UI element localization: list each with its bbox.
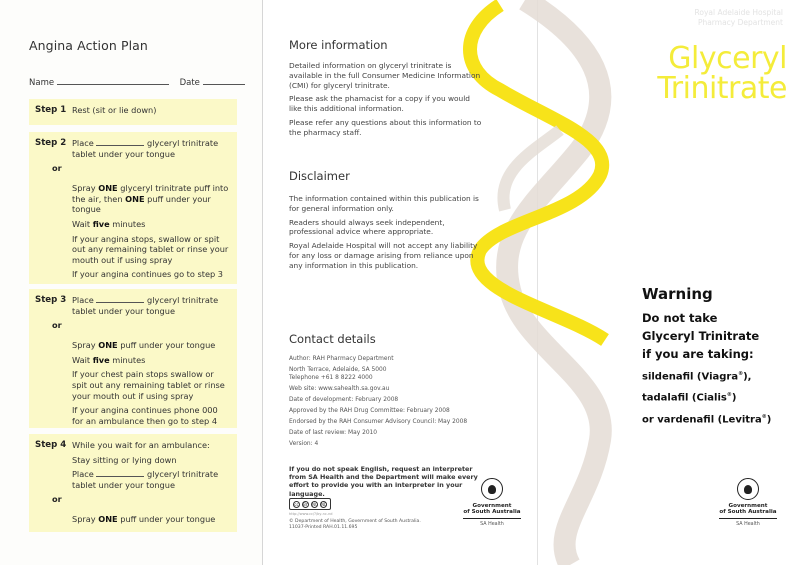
cc-url: http://www.cc/?/by-nc-nd: [289, 512, 333, 516]
step-4-wait-ambulance: While you wait for an ambulance:: [72, 440, 210, 450]
drug-cialis: tadalafil (Cialis®): [642, 392, 737, 404]
contact-heading: Contact details: [289, 332, 376, 346]
cc-license-icon: cc BY NC ND: [289, 498, 331, 510]
step-4-label: Step 4: [35, 440, 67, 450]
step-4-stay: Stay sitting or lying down: [72, 454, 177, 465]
warning-heading: Warning: [642, 285, 713, 303]
gov-sa-logo: [457, 478, 527, 527]
gov-name: Government of South Australia: [719, 503, 776, 519]
or-label: or: [52, 494, 62, 505]
step-2-label: Step 2: [35, 138, 67, 148]
dose-blank[interactable]: [96, 469, 144, 477]
step-1-box: [29, 99, 237, 125]
disclaimer-heading: Disclaimer: [289, 169, 350, 183]
sa-health-label: SA Health: [736, 521, 760, 527]
dose-blank[interactable]: [96, 138, 144, 146]
version: Version: 4: [289, 441, 319, 447]
step-4-spray: Spray ONE puff under your tongue: [72, 514, 216, 525]
sa-seal-icon: [481, 478, 503, 500]
gov-name: Government of South Australia: [463, 503, 520, 519]
address: North Terrace, Adelaide, SA 5000: [289, 367, 387, 373]
step-3-label: Step 3: [35, 295, 67, 305]
date-field[interactable]: [203, 77, 245, 85]
contact-details: [289, 355, 484, 451]
step-3-spray: Spray ONE puff under your tongue: [72, 340, 216, 351]
step-3-stops: If your chest pain stops swallow or spit out any remaining tablet or rinse your mouth out if using spray: [72, 369, 225, 401]
brochure-title: Glyceryl Trinitrate: [657, 41, 787, 106]
interpreter-notice: If you do not speak English, request an interpreter from SA Health and the Department will make every effort to provide you with an interpreter in your language.: [289, 465, 478, 498]
or-label: or: [52, 163, 62, 174]
gov-sa-logo-right: [713, 478, 783, 527]
disclaimer-body: The information contained within this publication is for general information only. Readers should always seek independent, professional advice where appropriate. Royal Adelaide Hospital will not accept any liability for any loss or damage arising from reliance upon any information in this publication.: [289, 194, 479, 270]
step-2-stops: If your angina stops, swallow or spit out any remaining tablet or rinse your mouth out if using spray: [72, 233, 229, 265]
last-review: Date of last review: May 2010: [289, 430, 378, 436]
sa-seal-icon: [737, 478, 759, 500]
org-header: Royal Adelaide Hospital Pharmacy Department: [694, 8, 783, 27]
author: Author: RAH Pharmacy Department: [289, 356, 394, 362]
step-2-wait: Wait five minutes: [72, 218, 146, 229]
step-3-place: Place glyceryl trinitrate tablet under your tongue: [72, 295, 219, 316]
step-4-place: Place glyceryl trinitrate tablet under your tongue: [72, 469, 219, 490]
endorsed: Endorsed by the RAH Consumer Advisory Council: May 2008: [289, 419, 468, 425]
sa-health-label: SA Health: [480, 521, 504, 527]
telephone: Telephone +61 8 8222 4000: [289, 375, 373, 381]
name-field[interactable]: [57, 77, 169, 85]
step-3-wait: Wait five minutes: [72, 354, 146, 365]
step-2-box: [29, 132, 237, 284]
fold-line-left: [262, 0, 263, 565]
more-info-body: Detailed information on glyceryl trinitrate is available in the full Consumer Medicine Information (CMI) for glyceryl trinitrate. Please ask the phamacist for a copy if you would like this additional information. Please refer any questions about this information to the pharmacy staff.: [289, 61, 482, 137]
approved: Approved by the RAH Drug Committee: February 2008: [289, 408, 450, 414]
website-link[interactable]: Web site: www.sahealth.sa.gov.au: [289, 386, 390, 392]
copyright: © Department of Health, Government of South Australia. 11037-Printed RAH.01.11.695: [289, 519, 421, 530]
drug-list: [642, 365, 797, 429]
action-plan-title: Angina Action Plan: [29, 38, 148, 53]
step-1-label: Step 1: [35, 105, 67, 115]
or-label: or: [52, 320, 62, 331]
name-label: Name: [29, 78, 55, 88]
warning-box: [642, 285, 797, 429]
step-2-continues: If your angina continues go to step 3: [72, 269, 224, 280]
step-1-text: Rest (sit or lie down): [72, 105, 157, 115]
name-date-row: [29, 77, 259, 88]
date-development: Date of development: February 2008: [289, 397, 399, 403]
date-label: Date: [179, 78, 200, 88]
dose-blank[interactable]: [96, 295, 144, 303]
step-2-place: Place glyceryl trinitrate tablet under your tongue: [72, 138, 219, 159]
drug-viagra: sildenafil (Viagra®),: [642, 371, 752, 383]
step-2-spray: Spray ONE glyceryl trinitrate puff into the air, then ONE puff under your tongue: [72, 183, 229, 215]
creative-commons-badge: [289, 498, 333, 516]
step-3-box: [29, 289, 237, 428]
warning-text: Do not take Glyceryl Trinitrate if you are taking:: [642, 311, 760, 361]
step-4-box: [29, 434, 237, 532]
drug-levitra: or vardenafil (Levitra®): [642, 413, 772, 425]
step-3-continues: If your angina continues phone 000 for an ambulance then go to step 4: [72, 405, 218, 426]
more-info-heading: More information: [289, 38, 388, 52]
